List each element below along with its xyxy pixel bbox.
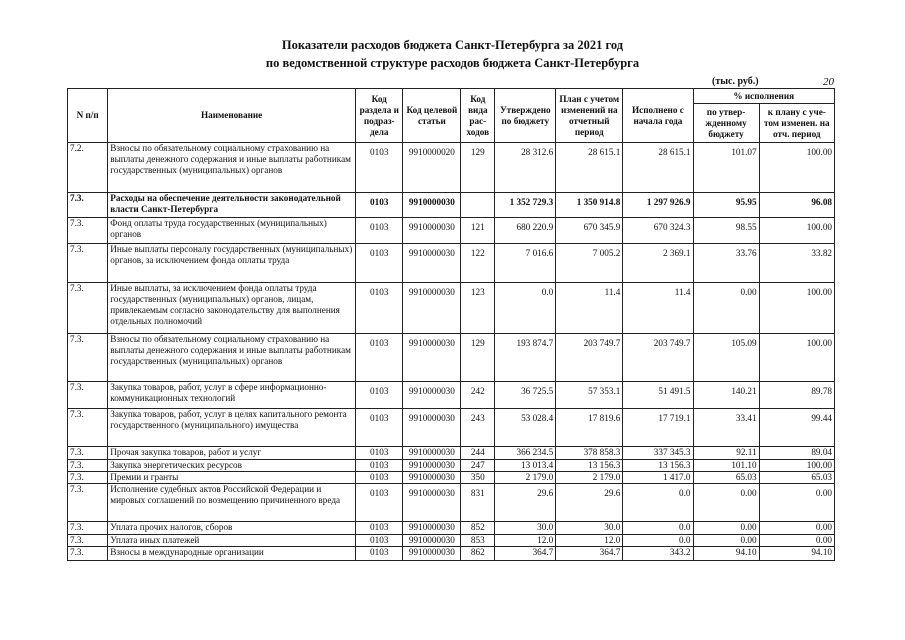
document-title: Показатели расходов бюджета Санкт-Петербурга за 2021 год [281,38,624,52]
row-executed: 0.0 [623,484,693,522]
row-number: 7.3. [68,460,108,472]
row-approved: 53 028.4 [495,409,556,447]
row-type-code: 244 [461,447,495,460]
row-type-code: 247 [461,460,495,472]
row-number: 7.3. [68,547,108,561]
table-row [68,472,835,484]
row-pct-plan: 100.00 [759,218,834,244]
row-number: 7.3. [68,484,108,522]
row-target-code: 9910000030 [403,472,461,484]
row-pct-approved: 101.07 [693,143,759,193]
table-row [68,143,835,193]
row-section-code: 0103 [356,334,403,382]
row-name: Исполнение судебных актов Российской Федерации и мировых соглашений по возмещению причиненного вреда [108,484,356,522]
row-approved: 7 016.6 [495,244,556,283]
col-header-pct-plan: к плану с уче-том изменен. на отч. период [759,104,834,143]
col-header-name: Наименование [108,89,356,143]
row-name: Иные выплаты, за исключением фонда оплаты труда государственных (муниципальных) органов, лицам, привлекаемым согласно законодательству для выполнения отдельных полномочий [108,283,356,334]
row-target-code: 9910000030 [403,460,461,472]
col-header-percent: % исполнения [693,89,834,104]
row-section-code: 0103 [356,193,403,218]
row-pct-plan: 100.00 [759,460,834,472]
row-approved: 364.7 [495,547,556,561]
row-section-code: 0103 [356,472,403,484]
expense-table [67,88,835,561]
row-approved: 13 013.4 [495,460,556,472]
table-row [68,547,835,561]
row-executed: 670 324.3 [623,218,693,244]
row-number: 7.3. [68,283,108,334]
table-row [68,484,835,522]
row-name: Расходы на обеспечение деятельности законодательной власти Санкт-Петербурга [108,193,356,218]
row-pct-plan: 99.44 [759,409,834,447]
row-section-code: 0103 [356,143,403,193]
row-pct-approved: 33.76 [693,244,759,283]
row-type-code: 122 [461,244,495,283]
table-row [68,409,835,447]
row-plan: 12.0 [556,535,623,547]
row-number: 7.3. [68,447,108,460]
col-header-pct-approved: по утвер-жденному бюджету [693,104,759,143]
row-section-code: 0103 [356,460,403,472]
row-name: Взносы по обязательному социальному страхованию на выплаты денежного содержания и иные выплаты работникам государственных (муниципальных) органов [108,143,356,193]
row-pct-plan: 33.82 [759,244,834,283]
row-target-code: 9910000030 [403,334,461,382]
document-subtitle: по ведомственной структуре расходов бюджета Санкт-Петербурга [265,56,640,70]
row-approved: 12.0 [495,535,556,547]
row-name: Закупка товаров, работ, услуг в целях капитального ремонта государственного (муниципального) имущества [108,409,356,447]
row-target-code: 9910000030 [403,547,461,561]
table-row [68,193,835,218]
row-type-code: 129 [461,334,495,382]
row-target-code: 9910000030 [403,283,461,334]
row-target-code: 9910000030 [403,244,461,283]
row-target-code: 9910000030 [403,522,461,535]
row-pct-approved: 98.55 [693,218,759,244]
row-executed: 11.4 [623,283,693,334]
row-pct-approved: 0.00 [693,283,759,334]
row-number: 7.3. [68,522,108,535]
row-pct-plan: 89.78 [759,382,834,409]
row-executed: 51 491.5 [623,382,693,409]
row-plan: 11.4 [556,283,623,334]
row-pct-plan: 100.00 [759,143,834,193]
col-header-section-code: Код раздела и подраз-дела [356,89,403,143]
row-plan: 2 179.0 [556,472,623,484]
row-pct-approved: 0.00 [693,484,759,522]
row-plan: 17 819.6 [556,409,623,447]
row-pct-approved: 33.41 [693,409,759,447]
row-type-code: 350 [461,472,495,484]
row-executed: 203 749.7 [623,334,693,382]
row-type-code: 243 [461,409,495,447]
row-pct-approved: 0.00 [693,522,759,535]
row-pct-approved: 0.00 [693,535,759,547]
row-target-code: 9910000030 [403,382,461,409]
col-header-approved: Утверждено по бюджету [495,89,556,143]
row-type-code: 831 [461,484,495,522]
row-approved: 36 725.5 [495,382,556,409]
row-pct-approved: 94.10 [693,547,759,561]
row-pct-plan: 65.03 [759,472,834,484]
table-row [68,244,835,283]
row-section-code: 0103 [356,447,403,460]
row-target-code: 9910000030 [403,218,461,244]
table-row [68,218,835,244]
row-approved: 2 179.0 [495,472,556,484]
table-row [68,522,835,535]
row-number: 7.3. [68,409,108,447]
row-executed: 337 345.3 [623,447,693,460]
row-executed: 343.2 [623,547,693,561]
row-name: Взносы по обязательному социальному страхованию на выплаты денежного содержания и иные выплаты работникам государственных (муниципальных) органов [108,334,356,382]
row-number: 7.3. [68,472,108,484]
row-plan: 28 615.1 [556,143,623,193]
row-type-code: 129 [461,143,495,193]
row-pct-approved: 101.10 [693,460,759,472]
row-name: Прочая закупка товаров, работ и услуг [108,447,356,460]
row-type-code: 121 [461,218,495,244]
row-number: 7.3. [68,334,108,382]
row-name: Уплата иных платежей [108,535,356,547]
row-name: Премии и гранты [108,472,356,484]
row-target-code: 9910000030 [403,193,461,218]
row-pct-plan: 89.04 [759,447,834,460]
row-plan: 670 345.9 [556,218,623,244]
row-type-code: 862 [461,547,495,561]
row-pct-approved: 105.09 [693,334,759,382]
row-pct-plan: 94.10 [759,547,834,561]
col-header-type-code: Код вида рас-ходов [461,89,495,143]
row-section-code: 0103 [356,522,403,535]
row-pct-plan: 100.00 [759,283,834,334]
row-executed: 13 156.3 [623,460,693,472]
row-section-code: 0103 [356,484,403,522]
row-number: 7.2. [68,143,108,193]
row-name: Фонд оплаты труда государственных (муниципальных) органов [108,218,356,244]
row-section-code: 0103 [356,547,403,561]
row-target-code: 9910000030 [403,409,461,447]
row-target-code: 9910000030 [403,535,461,547]
row-pct-approved: 140.21 [693,382,759,409]
row-plan: 364.7 [556,547,623,561]
row-name: Закупка товаров, работ, услуг в сфере информационно-коммуникационных технологий [108,382,356,409]
table-body [68,143,835,561]
page-number: 20 [823,76,834,88]
row-type-code: 852 [461,522,495,535]
table-row [68,460,835,472]
row-approved: 29.6 [495,484,556,522]
row-target-code: 9910000020 [403,143,461,193]
col-header-item-code: Код целевой статьи [403,89,461,143]
row-approved: 30.0 [495,522,556,535]
row-name: Взносы в международные организации [108,547,356,561]
row-plan: 13 156.3 [556,460,623,472]
row-executed: 17 719.1 [623,409,693,447]
row-pct-plan: 0.00 [759,522,834,535]
row-plan: 29.6 [556,484,623,522]
row-number: 7.3. [68,535,108,547]
row-section-code: 0103 [356,535,403,547]
row-executed: 1 297 926.9 [623,193,693,218]
row-type-code: 853 [461,535,495,547]
table-row [68,447,835,460]
row-section-code: 0103 [356,382,403,409]
row-executed: 0.0 [623,522,693,535]
row-executed: 0.0 [623,535,693,547]
row-approved: 28 312.6 [495,143,556,193]
row-executed: 1 417.0 [623,472,693,484]
row-number: 7.3. [68,218,108,244]
row-section-code: 0103 [356,218,403,244]
row-target-code: 9910000030 [403,484,461,522]
row-plan: 30.0 [556,522,623,535]
row-pct-approved: 65.03 [693,472,759,484]
row-plan: 1 350 914.8 [556,193,623,218]
row-pct-plan: 0.00 [759,535,834,547]
row-plan: 378 858.3 [556,447,623,460]
row-name: Закупка энергетических ресурсов [108,460,356,472]
row-approved: 366 234.5 [495,447,556,460]
row-target-code: 9910000030 [403,447,461,460]
row-approved: 0.0 [495,283,556,334]
row-type-code [461,193,495,218]
table-row [68,283,835,334]
row-number: 7.3. [68,193,108,218]
col-header-plan: План с учетом изменений на отчетный период [556,89,623,143]
row-approved: 1 352 729.3 [495,193,556,218]
row-section-code: 0103 [356,283,403,334]
table-row [68,382,835,409]
row-number: 7.3. [68,244,108,283]
col-header-number: N п/п [68,89,108,143]
row-pct-approved: 92.11 [693,447,759,460]
row-executed: 28 615.1 [623,143,693,193]
row-pct-plan: 100.00 [759,334,834,382]
row-plan: 203 749.7 [556,334,623,382]
row-approved: 193 874.7 [495,334,556,382]
row-section-code: 0103 [356,409,403,447]
row-number: 7.3. [68,382,108,409]
row-name: Иные выплаты персоналу государственных (муниципальных) органов, за исключением фонда оплаты труда [108,244,356,283]
table-row [68,334,835,382]
row-type-code: 123 [461,283,495,334]
row-plan: 57 353.1 [556,382,623,409]
row-executed: 2 369.1 [623,244,693,283]
row-pct-approved: 95.95 [693,193,759,218]
row-pct-plan: 0.00 [759,484,834,522]
row-type-code: 242 [461,382,495,409]
units-label: (тыс. руб.) [712,76,759,87]
row-name: Уплата прочих налогов, сборов [108,522,356,535]
row-section-code: 0103 [356,244,403,283]
col-header-executed: Исполнено с начала года [623,89,693,143]
row-pct-plan: 96.08 [759,193,834,218]
row-approved: 680 220.9 [495,218,556,244]
row-plan: 7 005.2 [556,244,623,283]
table-row [68,535,835,547]
